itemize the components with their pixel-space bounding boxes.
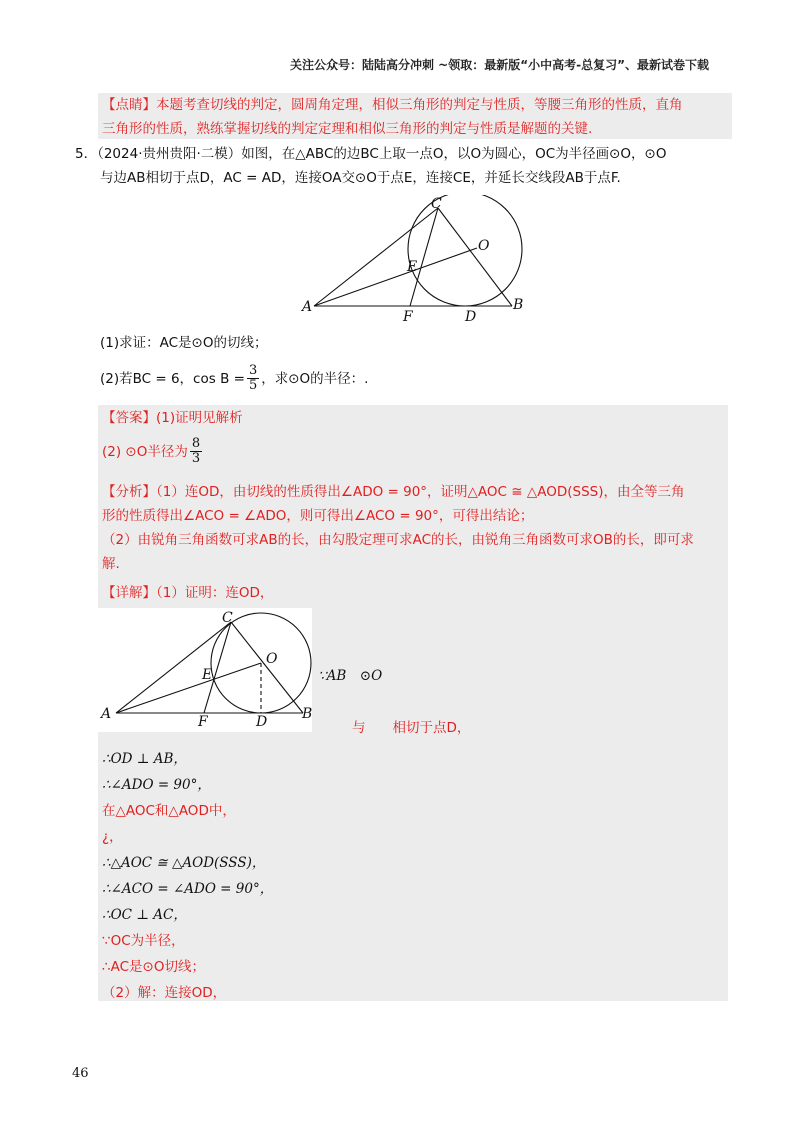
segment-ac bbox=[314, 208, 438, 306]
circle-o bbox=[408, 195, 522, 306]
answer-line-2: (2) ⊙O半径为 $\frac{8}{3}$ bbox=[102, 436, 201, 466]
problem-number: 5． bbox=[75, 146, 98, 162]
solution-figure-panel bbox=[98, 608, 312, 732]
analysis-line-2: 形的性质得出∠ACO = ∠ADO，则可得出∠ACO = 90°，可得出结论； bbox=[102, 508, 534, 524]
page-number: 46 bbox=[72, 1066, 89, 1081]
label-o: O bbox=[478, 238, 490, 254]
segment-ac bbox=[116, 622, 231, 713]
segment-ao bbox=[314, 248, 477, 306]
detail-tag: 【详解】 bbox=[102, 585, 156, 601]
radius-fraction: $\frac{8}{3}$ bbox=[191, 436, 201, 466]
analysis-line-1: 【分析】（1）连OD，由切线的性质得出∠ADO = 90°，证明△AOC ≅ △AOD(SSS)，由全等三角 bbox=[102, 484, 685, 500]
label-c: C bbox=[431, 196, 442, 212]
label-d: D bbox=[465, 309, 477, 325]
tangent-premise: ∵AB ⊙O bbox=[318, 668, 383, 684]
step-1: ∴OD ⊥ AB， bbox=[102, 751, 187, 767]
page-header: 关注公众号：陆陆高分冲刺 ~领取：最新版“小中高考-总复习”、最新试卷下载 bbox=[290, 58, 709, 72]
analysis-line-4: 解. bbox=[102, 556, 120, 572]
detail-steps bbox=[102, 746, 273, 1006]
label-o: O bbox=[266, 651, 278, 667]
step-2: ∴∠ADO = 90°， bbox=[102, 777, 211, 793]
comment-line-1: 【点睛】本题考查切线的判定，圆周角定理，相似三角形的判定与性质，等腰三角形的性质，直角 bbox=[102, 97, 683, 113]
cos-b-fraction: $\frac{3}{5}$ bbox=[248, 363, 258, 393]
detail-intro: 【详解】（1）证明：连OD， bbox=[102, 585, 274, 601]
label-e: E bbox=[407, 259, 418, 275]
label-a: A bbox=[101, 706, 112, 722]
label-e: E bbox=[202, 667, 213, 683]
step-3: 在△AOC和△AOD中， bbox=[102, 803, 236, 819]
label-f: F bbox=[198, 714, 208, 730]
segment-ao bbox=[116, 663, 261, 713]
segment-cb bbox=[438, 208, 512, 306]
problem-line-1: 5．（2024·贵州贵阳·二模）如图，在△ABC的边BC上取一点O，以O为圆心，OC为半径画⊙O，⊙O bbox=[75, 146, 667, 162]
comment-block bbox=[98, 93, 732, 139]
problem-figure bbox=[300, 195, 540, 325]
analysis-line-3: （2）由锐角三角函数可求AB的长，由勾股定理可求AC的长，由锐角三角函数可求OB的长，即可求 bbox=[102, 532, 694, 548]
label-c: C bbox=[222, 610, 233, 626]
label-f: F bbox=[403, 309, 413, 325]
question-1: (1)求证：AC是⊙O的切线； bbox=[100, 335, 268, 351]
label-d: D bbox=[256, 714, 268, 730]
label-a: A bbox=[302, 299, 313, 315]
label-b: B bbox=[513, 297, 524, 313]
comment-tag: 【点睛】 bbox=[102, 97, 156, 113]
problem-source: （2024·贵州贵阳·二模） bbox=[97, 146, 242, 162]
step-6: ∴∠ACO = ∠ADO = 90°， bbox=[102, 881, 274, 897]
tangent-premise-cont: 与 相切于点D， bbox=[352, 720, 471, 736]
step-9: ∴AC是⊙O切线； bbox=[102, 959, 205, 975]
step-8: ∵OC为半径， bbox=[102, 933, 185, 949]
solution-figure bbox=[98, 608, 312, 732]
step-10: （2）解：连接OD， bbox=[102, 985, 227, 1001]
segment-cb bbox=[231, 622, 303, 713]
answer-tag: 【答案】 bbox=[102, 410, 156, 426]
problem-line-2: 与边AB相切于点D，AC = AD，连接OA交⊙O于点E，连接CE，并延长交线段AB于点F. bbox=[100, 170, 621, 186]
step-7: ∴OC ⊥ AC， bbox=[102, 907, 187, 923]
step-5: ∴△AOC ≅ △AOD(SSS)， bbox=[102, 855, 266, 871]
label-b: B bbox=[302, 706, 312, 722]
problem-statement bbox=[75, 142, 735, 190]
analysis-tag: 【分析】 bbox=[102, 484, 156, 500]
answer-line-1: 【答案】(1)证明见解析 bbox=[102, 410, 243, 426]
question-2: (2)若BC = 6，cos B = $\frac{3}{5}$ ，求⊙O的半径：. bbox=[100, 363, 369, 393]
analysis-block bbox=[102, 480, 728, 576]
step-4: ¿， bbox=[102, 829, 123, 845]
comment-line-2: 三角形的性质，熟练掌握切线的判定定理和相似三角形的判定与性质是解题的关键. bbox=[102, 121, 593, 137]
